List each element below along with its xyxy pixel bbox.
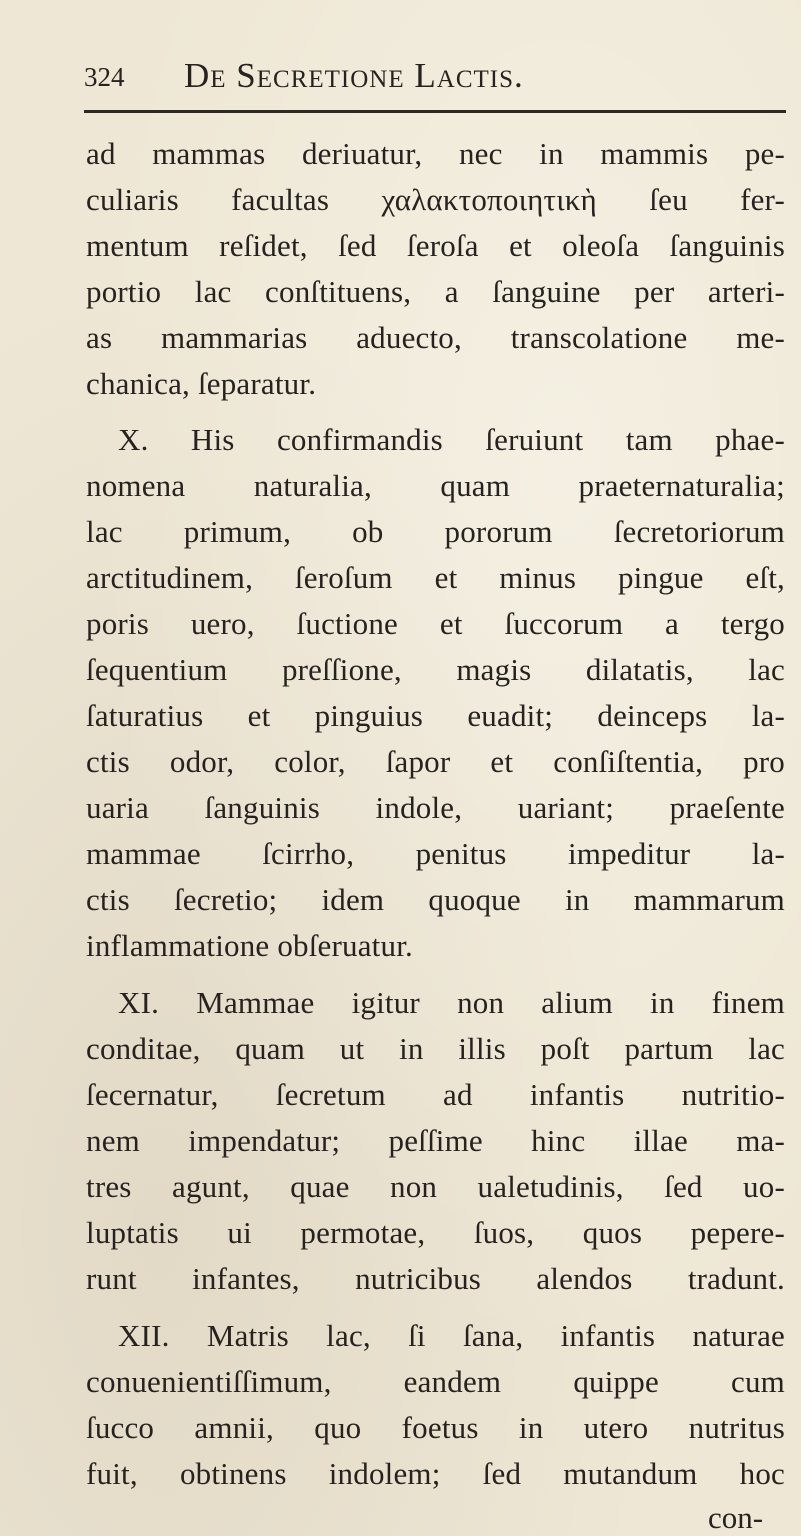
text-line: XI. Mammae igitur non alium in finem bbox=[118, 985, 785, 1020]
page-number: 324 bbox=[84, 62, 125, 92]
text-line: XII. Matris lac, ſi ſana, infantis naturae bbox=[118, 1318, 785, 1353]
text-line: conditae, quam ut in illis poſt partum lac bbox=[86, 1031, 785, 1066]
text-line: lac primum, ob pororum ſecretoriorum bbox=[86, 514, 785, 549]
running-title: De Secretione Lactis. bbox=[184, 56, 524, 95]
page-header bbox=[84, 52, 784, 100]
text-line: mentum reſidet, ſed ſeroſa et oleoſa ſanguinis bbox=[86, 228, 785, 263]
text-line: ad mammas deriuatur, nec in mammis pe- bbox=[86, 136, 785, 171]
text-line: ſucco amnii, quo foetus in utero nutritus bbox=[86, 1410, 785, 1445]
text-line: ctis odor, color, ſapor et conſiſtentia, pro bbox=[86, 744, 785, 779]
text-line: portio lac conſtituens, a ſanguine per arteri- bbox=[86, 274, 785, 309]
text-line: nem impendatur; peſſime hinc illae ma- bbox=[86, 1123, 785, 1158]
text-line: ſaturatius et pinguius euadit; deinceps la- bbox=[86, 698, 785, 733]
text-line: runt infantes, nutricibus alendos tradunt. bbox=[86, 1261, 785, 1296]
text-line: uaria ſanguinis indole, uariant; praeſente bbox=[86, 790, 785, 825]
text-line: tres agunt, quae non ualetudinis, ſed uo- bbox=[86, 1169, 785, 1204]
text-line: fuit, obtinens indolem; ſed mutandum hoc bbox=[86, 1456, 785, 1491]
text-line: ſequentium preſſione, magis dilatatis, lac bbox=[86, 652, 785, 687]
text-line: culiaris facultas χαλακτοποιητικὴ ſeu fer- bbox=[86, 182, 785, 217]
text-line: poris uero, ſuctione et ſuccorum a tergo bbox=[86, 606, 785, 641]
text-line: mammae ſcirrho, penitus impeditur la- bbox=[86, 836, 785, 871]
text-line: arctitudinem, ſeroſum et minus pingue eſt, bbox=[86, 560, 785, 595]
catchword: con- bbox=[708, 1500, 764, 1535]
text-line: chanica, ſeparatur. bbox=[86, 366, 317, 401]
text-line: X. His confirmandis ſeruiunt tam phae- bbox=[118, 422, 785, 457]
text-line: as mammarias aduecto, transcolatione me- bbox=[86, 320, 785, 355]
text-line: ſecernatur, ſecretum ad infantis nutritio- bbox=[86, 1077, 785, 1112]
text-line: luptatis ui permotae, ſuos, quos pepere- bbox=[86, 1215, 785, 1250]
text-line: ctis ſecretio; idem quoque in mammarum bbox=[86, 882, 785, 917]
text-line: inflammatione obſeruatur. bbox=[86, 928, 413, 963]
text-line: conuenientiſſimum, eandem quippe cum bbox=[86, 1364, 785, 1399]
text-line: nomena naturalia, quam praeternaturalia; bbox=[86, 468, 785, 503]
header-rule bbox=[84, 110, 786, 113]
